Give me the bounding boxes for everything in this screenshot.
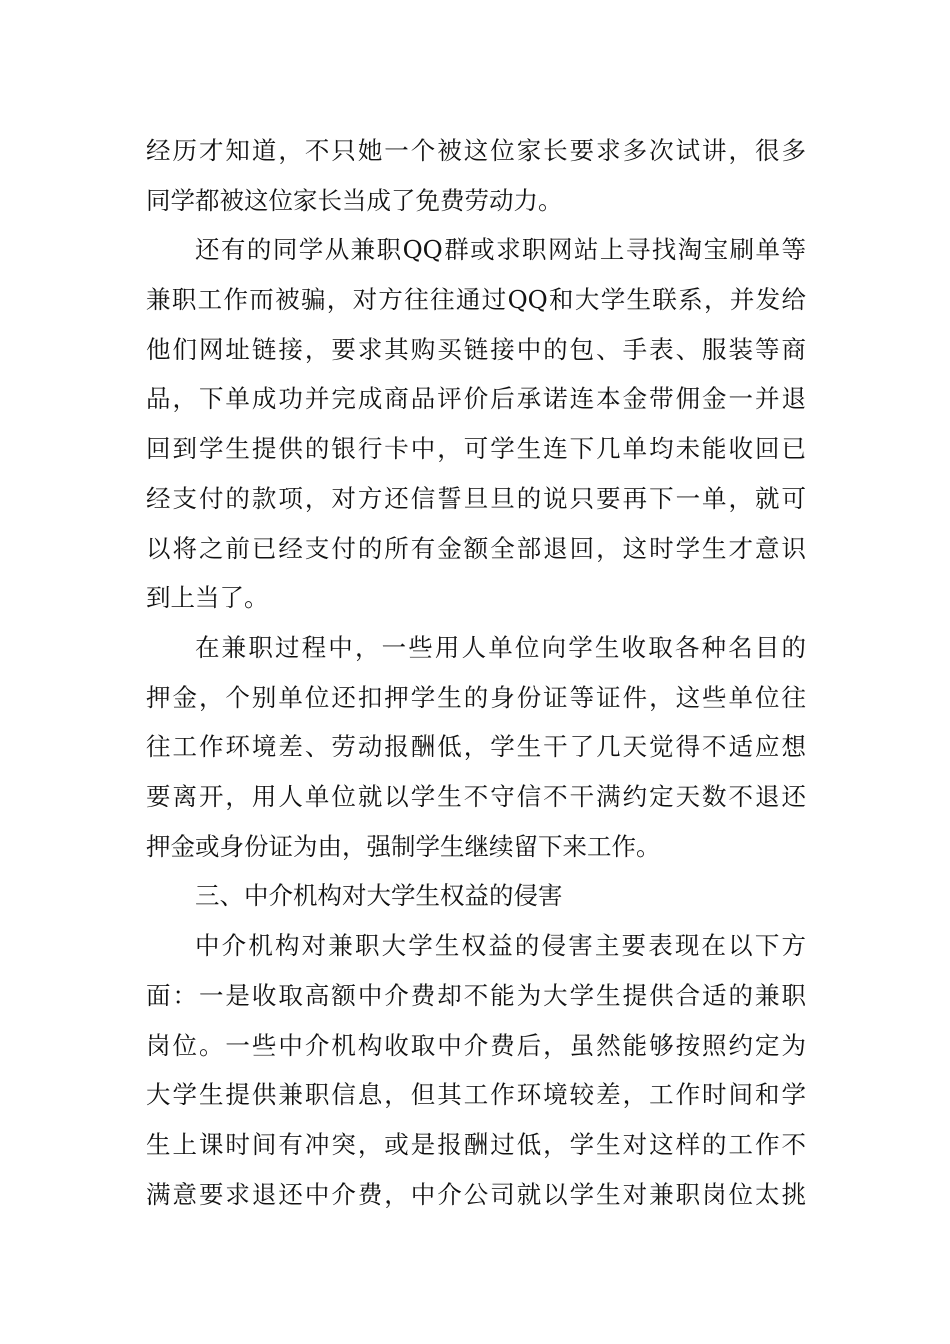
paragraph-first-line: 还有的同学从兼职QQ群或求职网站上寻找淘宝刷单等: [195, 235, 806, 264]
text-line: 兼职工作而被骗，对方往往通过QQ和大学生联系，并发给: [146, 285, 806, 314]
text-line: 回到学生提供的银行卡中，可学生连下几单均未能收回已: [146, 434, 806, 463]
text-line: 到上当了。: [146, 583, 269, 612]
text-line: 经支付的款项，对方还信誓旦旦的说只要再下一单，就可: [146, 484, 806, 513]
section-heading: 三、中介机构对大学生权益的侵害: [195, 881, 563, 910]
text-line: 满意要求退还中介费，中介公司就以学生对兼职岗位太挑: [146, 1180, 806, 1209]
text-line: 生上课时间有冲突，或是报酬过低，学生对这样的工作不: [146, 1130, 806, 1159]
text-line: 同学都被这位家长当成了免费劳动力。: [146, 186, 563, 215]
text-line: 他们网址链接，要求其购买链接中的包、手表、服装等商: [146, 335, 806, 364]
paragraph-first-line: 在兼职过程中，一些用人单位向学生收取各种名目的: [195, 633, 806, 662]
text-line: 押金或身份证为由，强制学生继续留下来工作。: [146, 832, 661, 861]
text-line: 往工作环境差、劳动报酬低，学生干了几天觉得不适应想: [146, 732, 806, 761]
text-line: 面：一是收取高额中介费却不能为大学生提供合适的兼职: [146, 981, 806, 1010]
paragraph-first-line: 中介机构对兼职大学生权益的侵害主要表现在以下方: [195, 931, 806, 960]
text-line: 经历才知道，不只她一个被这位家长要求多次试讲，很多: [146, 136, 806, 165]
text-line: 岗位。一些中介机构收取中介费后，虽然能够按照约定为: [146, 1031, 806, 1060]
text-line: 大学生提供兼职信息，但其工作环境较差，工作时间和学: [146, 1080, 806, 1109]
text-line: 押金，个别单位还扣押学生的身份证等证件，这些单位往: [146, 683, 806, 712]
text-line: 以将之前已经支付的所有金额全部退回，这时学生才意识: [146, 534, 806, 563]
text-line: 品，下单成功并完成商品评价后承诺连本金带佣金一并退: [146, 384, 806, 413]
text-line: 要离开，用人单位就以学生不守信不干满约定天数不退还: [146, 782, 806, 811]
